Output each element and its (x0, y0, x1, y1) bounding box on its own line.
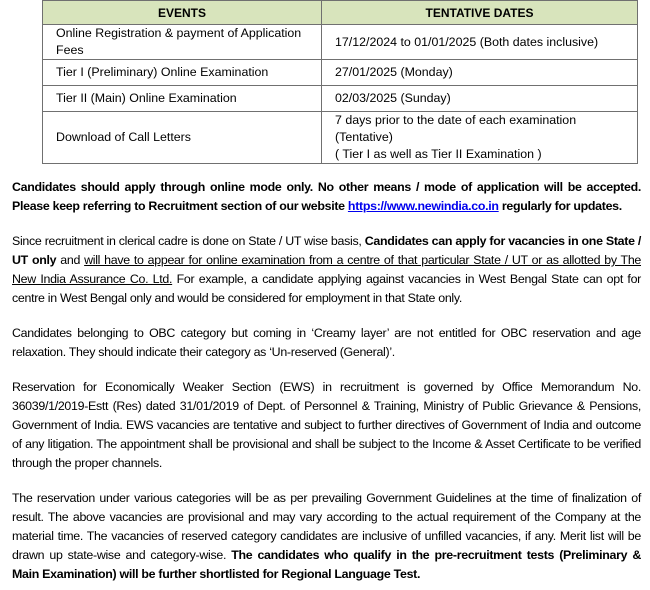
table-row (43, 25, 638, 60)
text: Since recruitment in clerical cadre is done on State / UT wise basis, (12, 234, 365, 248)
date-line-1: 7 days prior to the date of each examination (Tentative) (335, 113, 577, 144)
schedule-table (42, 0, 638, 164)
exam-centre-notice: will have to appear for online examination from a centre of that particular State / UT or as allotted by The New India Assurance Co. Ltd. (12, 253, 642, 286)
table-row (43, 86, 638, 112)
date-cell: 27/01/2025 (Monday) (322, 60, 638, 86)
table-row (43, 112, 638, 164)
header-tentative-dates: TENTATIVE DATES (322, 1, 638, 25)
paragraph-state-ut (12, 232, 641, 308)
paragraph-reservation (12, 489, 641, 584)
event-cell: Download of Call Letters (43, 112, 322, 164)
one-state-notice: Candidates can apply for vacancies in one State / UT only (12, 234, 641, 267)
table-row (43, 60, 638, 86)
event-cell: Online Registration & payment of Application Fees (43, 25, 322, 60)
event-cell: Tier II (Main) Online Examination (43, 86, 322, 112)
date-cell (322, 112, 638, 164)
table-header-row (43, 1, 638, 25)
paragraph-online-apply (12, 178, 641, 216)
date-cell: 02/03/2025 (Sunday) (322, 86, 638, 112)
text: The reservation under various categories will be as per prevailing Government Guidelines at the time of finalization of result. The above vacancies are provisional and may vary according to the actual requirement of the Company at the material time. The vacancies of reserved category candidates are inclusive of unfilled vacancies, if any. Merit list will be drawn up state-wise and category-wise. (12, 491, 641, 562)
apply-online-notice: Candidates should apply through online mode only. No other means / mode of application will be accepted. Please keep referring to Recruitment section of our website (12, 180, 641, 213)
event-cell: Tier I (Preliminary) Online Examination (43, 60, 322, 86)
paragraph-obc: Candidates belonging to OBC category but coming in ‘Creamy layer’ are not entitled for OBC reservation and age relaxation. They should indicate their category as ‘Un-reserved (General)’. (12, 326, 641, 359)
date-line-2: ( Tier I as well as Tier II Examination ) (335, 147, 542, 161)
shortlist-notice: The candidates who qualify in the pre-recruitment tests (Preliminary & Main Examination) will be further shortlisted for Regional Language Test. (12, 548, 641, 581)
text: and (56, 253, 85, 267)
updates-notice: regularly for updates. (498, 199, 622, 213)
date-cell: 17/12/2024 to 01/01/2025 (Both dates inclusive) (322, 25, 638, 60)
paragraph-ews: Reservation for Economically Weaker Section (EWS) in recruitment is governed by Office Memorandum No. 36039/1/2019-Estt (Res) dated 31/01/2019 of Dept. of Personnel & Training, Ministry of Public Grievance & Pensions, Government of India. EWS vacancies are tentative and subject to further directives of Government of India and outcome of any litigation. The appointment shall be provisional and shall be subject to the Income & Asset Certificate to be verified through the proper channels. (12, 380, 641, 470)
text: For example, a candidate applying against vacancies in West Bengal State can opt for centre in West Bengal only and would be considered for employment in that State only. (12, 272, 641, 305)
header-events: EVENTS (43, 1, 322, 25)
website-link[interactable]: https://www.newindia.co.in (347, 199, 499, 213)
